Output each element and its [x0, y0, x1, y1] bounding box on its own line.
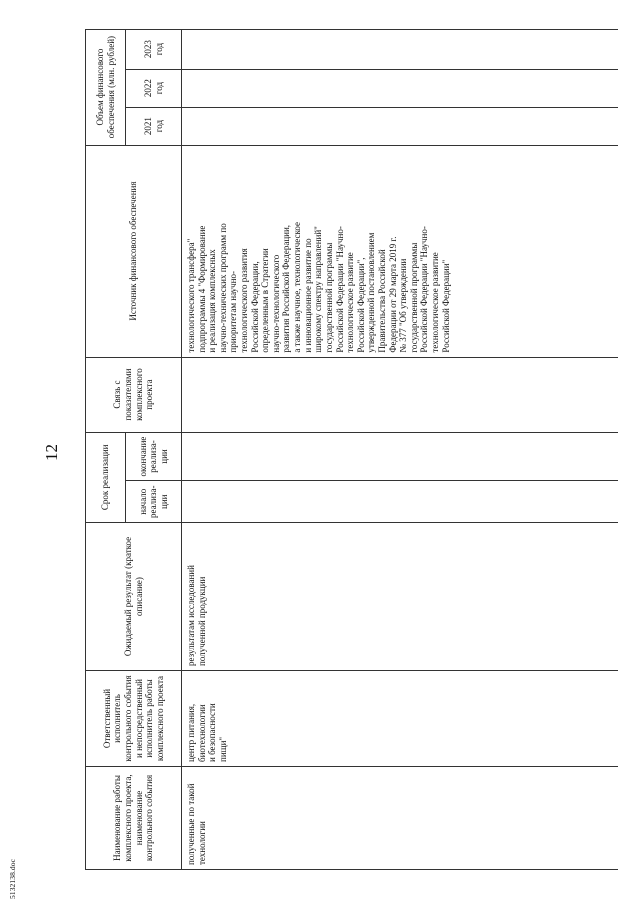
header-year-2021: 2021 год [126, 107, 182, 145]
header-period-start: начало реализа-ции [126, 481, 182, 523]
header-work-name: Наименование работы комплексного проекта, наименование контрольного события [86, 767, 182, 870]
cell-year-2023 [182, 29, 619, 69]
cell-expected-result: результатам исследований полученной продукции [182, 523, 619, 671]
cell-work-name: полученные по такой технологии [182, 767, 619, 870]
cell-executor: центр питания, биотехнологии и безопасности пищи" [182, 671, 619, 767]
header-indicator-link: Связь с показателями комплексного проекта [86, 357, 182, 432]
header-year-2023: 2023 год [126, 29, 182, 69]
header-funding-source: Источник финансового обеспечения [86, 145, 182, 357]
cell-period-start [182, 481, 619, 523]
header-executor: Ответственный исполнитель контрольного события и непосредственный исполнитель работы комплексного проекта [86, 671, 182, 767]
header-period: Срок реализации [86, 432, 126, 522]
document-id: 5132138.doc [8, 858, 17, 899]
work-plan-table [85, 29, 618, 870]
cell-year-2022 [182, 69, 619, 107]
header-expected-result: Ожидаемый результат (краткое описание) [86, 523, 182, 671]
cell-funding-source: технологического трансфера" подпрограммы 4 "Формирование и реализация комплексных научно-технических программ по приоритетам научно- технологического развития Российской Федерации, определенным в Стратегии научно-технологического развития Российской Федерации, а также научное, технологическое и инновационное развитие по широкому спектру направлений" государственной программы Российской Федерации "Научно- технологическое развитие Российской Федерации", утвержденной постановлением Правительства Российской Федерации от 29 марта 2019 г. № 377 "Об утверждении государственной программы Российской Федерации "Научно- технологическое развитие Российской Федерации" [182, 145, 619, 357]
header-funding-volume: Объем финансового обеспечения (млн. рублей) [86, 29, 126, 145]
header-period-end: окончание реализа-ции [126, 432, 182, 481]
page-number: 12 [42, 444, 61, 461]
table-row [182, 29, 619, 869]
cell-period-end [182, 432, 619, 481]
cell-year-2021 [182, 107, 619, 145]
cell-indicator-link [182, 357, 619, 432]
header-year-2022: 2022 год [126, 69, 182, 107]
